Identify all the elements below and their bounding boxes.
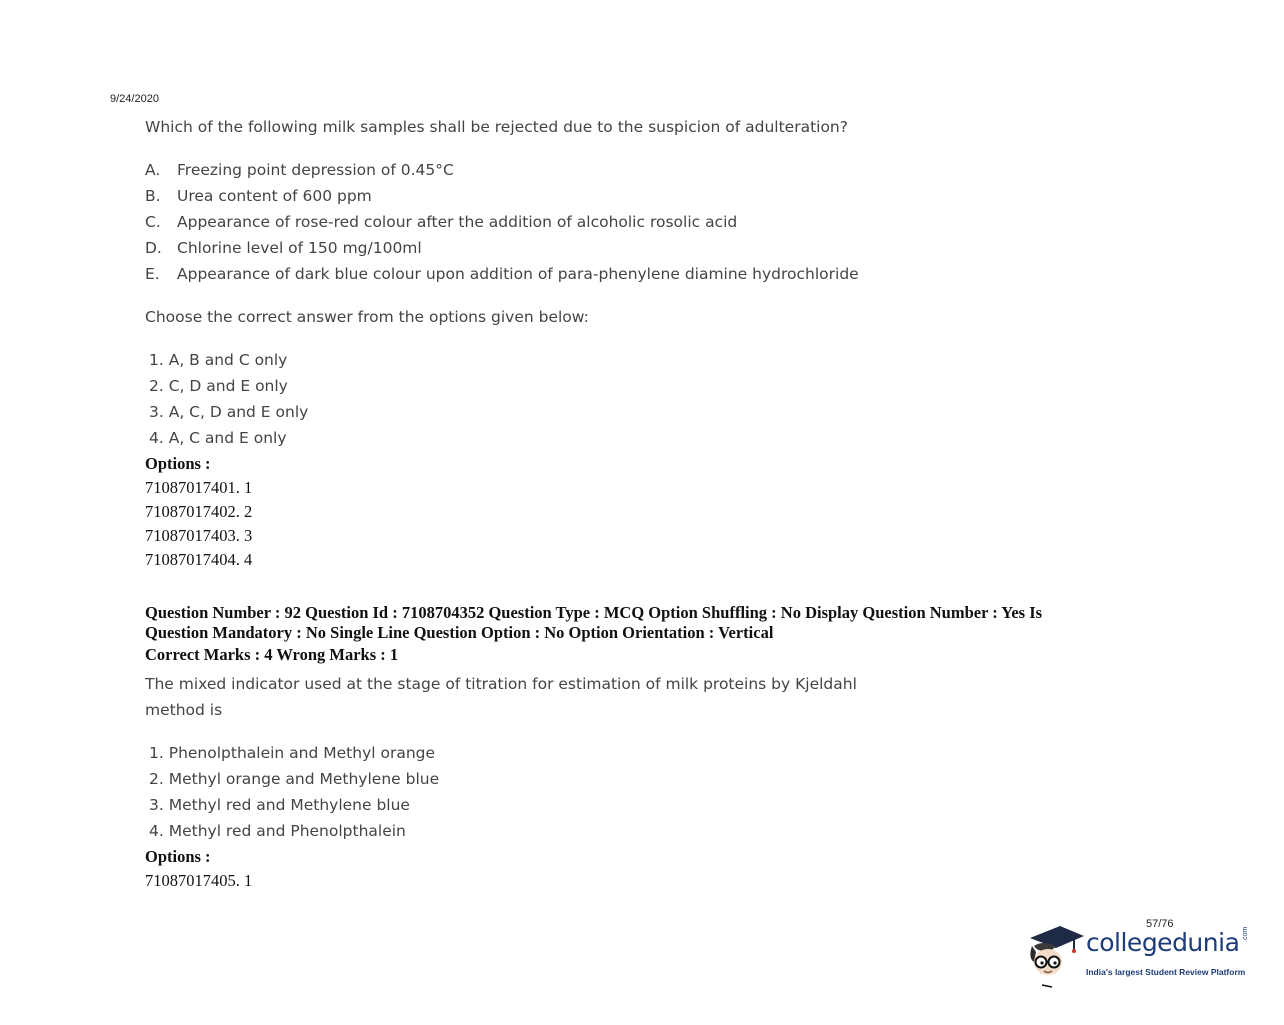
choice-item: 4. A, C and E only	[149, 429, 287, 447]
question1-instruction: Choose the correct answer from the options given below:	[145, 308, 589, 326]
options-label: Options :	[145, 454, 211, 473]
question1-options	[145, 452, 252, 572]
choice-item: 1. Phenolpthalein and Methyl orange	[149, 744, 436, 762]
choice-item: 2. Methyl orange and Methylene blue	[149, 770, 440, 788]
statement-a: A. Freezing point depression of 0.45°C	[145, 161, 454, 179]
option-id: 71087017401. 1	[145, 478, 253, 497]
choice-item: 4. Methyl red and Phenolpthalein	[149, 822, 406, 840]
statement-b: B. Urea content of 600 ppm	[145, 187, 372, 205]
logo-wordmark: collegedunia	[1086, 928, 1240, 957]
question2-meta	[145, 603, 1105, 667]
meta-line: Question Number : 92 Question Id : 7108704352 Question Type : MCQ Option Shuffling : No Display Question Number : Yes Is	[145, 603, 1043, 622]
options-label: Options :	[145, 847, 211, 866]
option-id: 71087017405. 1	[145, 871, 253, 890]
print-date: 9/24/2020	[110, 93, 159, 105]
question2-choices	[145, 740, 439, 844]
statement-c: C. Appearance of rose-red colour after the addition of alcoholic rosolic acid	[145, 213, 738, 231]
question1-choices	[145, 347, 308, 451]
mascot-icon	[1022, 916, 1084, 988]
marks-line: Correct Marks : 4 Wrong Marks : 1	[145, 645, 399, 664]
logo-suffix: .com	[1242, 926, 1249, 942]
choice-item: 1. A, B and C only	[149, 351, 288, 369]
statement-e: E. Appearance of dark blue colour upon addition of para-phenylene diamine hydrochloride	[145, 265, 859, 283]
choice-item: 3. Methyl red and Methylene blue	[149, 796, 410, 814]
collegedunia-logo	[1022, 916, 1262, 988]
question2-text	[145, 671, 857, 723]
statement-d: D. Chlorine level of 150 mg/100ml	[145, 239, 422, 257]
question1-statements	[145, 157, 859, 287]
option-id: 71087017404. 4	[145, 550, 253, 569]
meta-line: Question Mandatory : No Single Line Question Option : No Option Orientation : Vertical	[145, 623, 774, 642]
choice-item: 3. A, C, D and E only	[149, 403, 309, 421]
option-id: 71087017402. 2	[145, 502, 253, 521]
question2-options	[145, 845, 252, 893]
question2-text-line: The mixed indicator used at the stage of titration for estimation of milk proteins by Kjeldahl	[145, 675, 857, 693]
question1-text: Which of the following milk samples shall be rejected due to the suspicion of adulteration?	[145, 118, 848, 136]
logo-tagline: India's largest Student Review Platform	[1086, 967, 1246, 977]
page-number: 57/76	[1146, 918, 1174, 930]
choice-item: 2. C, D and E only	[149, 377, 288, 395]
option-id: 71087017403. 3	[145, 526, 253, 545]
question2-text-line: method is	[145, 701, 223, 719]
